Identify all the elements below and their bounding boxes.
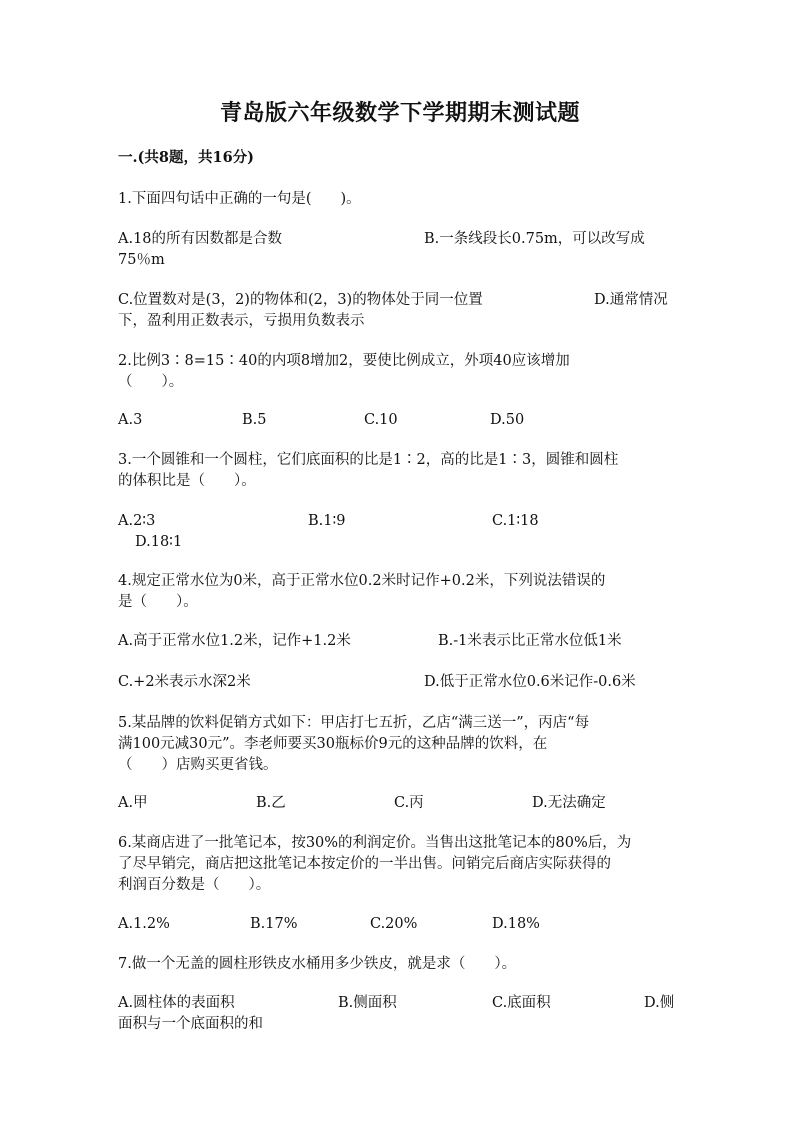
q6-option-c: C.20% [370, 916, 418, 932]
q7-option-d: D.侧 [644, 995, 675, 1011]
q5-option-a: A.甲 [118, 795, 148, 811]
q5-option-b: B.乙 [256, 795, 286, 811]
q5-stem-cont-1: 满100元减30元”。李老师要买30瓶标价9元的这种品牌的饮料，在 [118, 736, 548, 752]
q7-option-b: B.侧面积 [338, 995, 397, 1011]
q1-option-b: B.一条线段长0.75m，可以改写成 [424, 231, 645, 247]
q4-option-a: A.高于正常水位1.2米，记作+1.2米 [118, 633, 351, 649]
q2-stem: 2.比例3∶8=15∶40的内项8增加2，要使比例成立，外项40应该增加 [118, 353, 570, 369]
q3-option-b: B.1∶9 [308, 513, 346, 529]
q1-option-d-cont: 下，盈利用正数表示，亏损用负数表示 [118, 313, 365, 329]
q6-stem-cont-1: 了尽早销完，商店把这批笔记本按定价的一半出售。问销完后商店实际获得的 [118, 856, 611, 872]
q6-option-b: B.17% [250, 916, 298, 932]
q3-stem: 3.一个圆锥和一个圆柱，它们底面积的比是1∶2，高的比是1∶3，圆锥和圆柱 [118, 452, 619, 468]
q5-option-d: D.无法确定 [532, 795, 606, 811]
q4-stem-cont: 是（ ）。 [118, 594, 198, 610]
q4-option-c: C.+2米表示水深2米 [118, 674, 251, 690]
q7-option-c: C.底面积 [492, 995, 551, 1011]
q3-option-a: A.2∶3 [118, 513, 156, 529]
q6-stem-cont-2: 利润百分数是（ ）。 [118, 877, 271, 893]
q1-option-a: A.18的所有因数都是合数 [118, 231, 283, 247]
q3-option-d: D.18∶1 [135, 534, 183, 550]
q5-stem-cont-2: （ ）店购买更省钱。 [118, 757, 278, 773]
q1-stem: 1.下面四句话中正确的一句是( )。 [118, 191, 361, 207]
q4-stem: 4.规定正常水位为0米，高于正常水位0.2米时记作+0.2米，下列说法错误的 [118, 573, 606, 589]
q3-stem-cont: 的体积比是（ ）。 [118, 473, 256, 489]
q2-option-c: C.10 [364, 412, 398, 428]
q1-option-c: C.位置数对是(3，2)的物体和(2，3)的物体处于同一位置 [118, 292, 483, 308]
q2-option-d: D.50 [490, 412, 525, 428]
q7-option-a: A.圆柱体的表面积 [118, 995, 235, 1011]
q4-option-b: B.-1米表示比正常水位低1米 [438, 633, 622, 649]
q6-option-a: A.1.2% [118, 916, 170, 932]
section-heading: 一.(共8题，共16分) [118, 149, 255, 166]
q7-stem: 7.做一个无盖的圆柱形铁皮水桶用多少铁皮，就是求（ ）。 [118, 956, 517, 972]
q6-stem: 6.某商店进了一批笔记本，按30%的利润定价。当售出这批笔记本的80%后，为 [118, 835, 632, 851]
q4-option-d: D.低于正常水位0.6米记作-0.6米 [424, 674, 636, 690]
q2-option-a: A.3 [118, 412, 143, 428]
page-title: 青岛版六年级数学下学期期末测试题 [219, 100, 580, 126]
q5-option-c: C.丙 [394, 795, 424, 811]
q1-option-b-cont: 75％m [118, 252, 165, 268]
q1-option-d: D.通常情况 [594, 292, 668, 308]
q5-stem: 5.某品牌的饮料促销方式如下：甲店打七五折，乙店“满三送一”，丙店“每 [118, 715, 590, 731]
q6-option-d: D.18% [492, 916, 540, 932]
q2-option-b: B.5 [242, 412, 267, 428]
q3-option-c: C.1∶18 [492, 513, 539, 529]
q7-option-d-cont: 面积与一个底面积的和 [118, 1016, 263, 1032]
q2-stem-cont: （ ）。 [118, 374, 184, 390]
